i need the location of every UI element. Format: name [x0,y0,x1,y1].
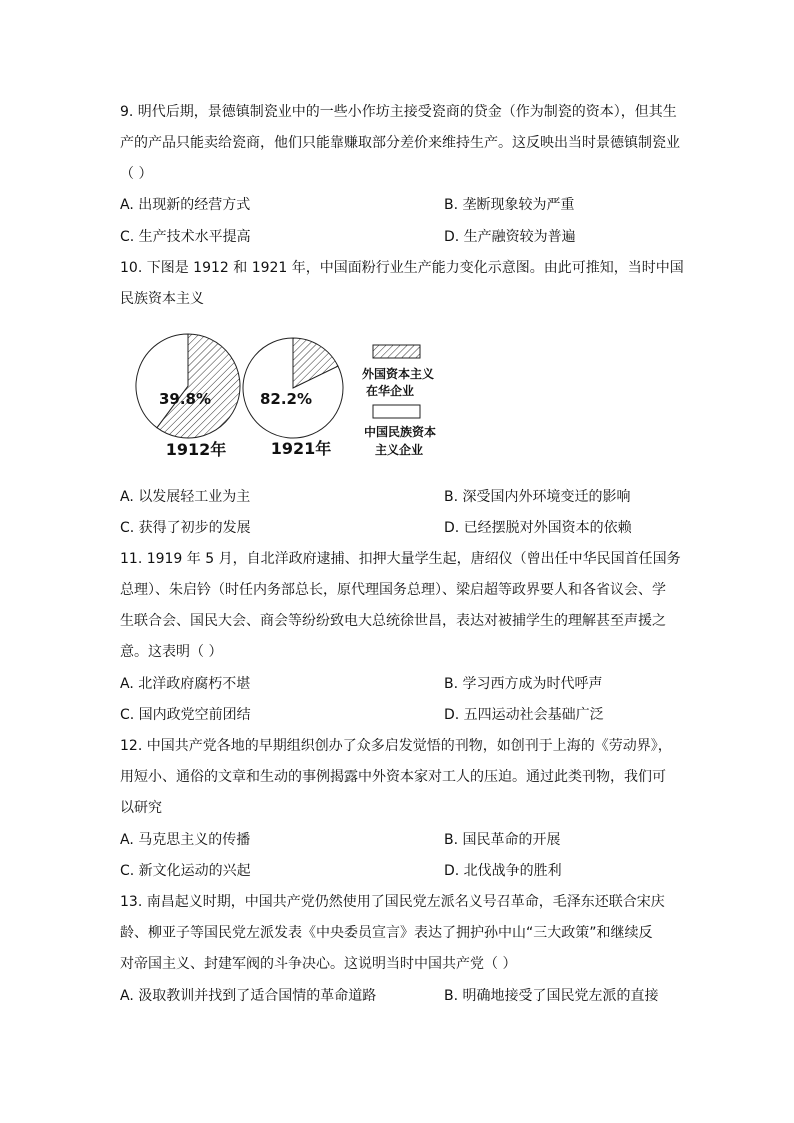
q13-stem-line-2: 龄、柳亚子等国民党左派发表《中央委员宣言》表达了拥护孙中山“三大政策”和继续反 [120,925,653,941]
pie-1912-data-label: 39.8% [158,390,212,408]
q12-option-d: D. 北伐战争的胜利 [444,863,562,879]
q12-stem-line-3: 以研究 [120,800,162,816]
q9-option-d: D. 生产融资较为普遍 [444,229,576,245]
pie-1912 [136,334,240,438]
legend-swatch-plain [373,405,420,418]
q10-option-d: D. 已经摆脱对外国资本的依赖 [444,520,632,536]
q9-stem-line-1: 9. 明代后期，景德镇制瓷业中的一些小作坊主接受瓷商的贷金（作为制瓷的资本），但其生 [120,104,677,120]
pie-1912-title: 1912年 [165,440,227,459]
q9-option-c: C. 生产技术水平提高 [120,229,251,245]
pie-1921-title: 1921年 [270,439,332,458]
q10-stem-line-2: 民族资本主义 [120,291,204,307]
q10-option-b: B. 深受国内外环境变迁的影响 [444,489,631,505]
q11-option-a: A. 北洋政府腐朽不堪 [120,676,251,692]
q10-stem-line-1: 10. 下图是 1912 和 1921 年，中国面粉行业生产能力变化示意图。由此可推知，当时中国 [120,260,684,276]
pie-chart-figure [118,330,458,466]
q10-option-c: C. 获得了初步的发展 [120,520,251,536]
q13-stem-line-3: 对帝国主义、封建军阀的斗争决心。这说明当时中国共产党（ ） [120,956,517,972]
q9-stem-line-3: （ ） [120,166,153,182]
q9-stem-line-2: 产的产品只能卖给瓷商，他们只能靠赚取部分差价来维持生产。这反映出当时景德镇制瓷业 [120,135,680,151]
legend-label-foreign-1: 外国资本主义 [361,367,435,381]
q12-stem-line-2: 用短小、通俗的文章和生动的事例揭露中外资本家对工人的压迫。通过此类刊物，我们可 [120,769,666,785]
q11-option-d: D. 五四运动社会基础广泛 [444,707,604,723]
q11-option-c: C. 国内政党空前团结 [120,707,251,723]
legend-label-national-2: 主义企业 [374,443,424,457]
q12-option-c: C. 新文化运动的兴起 [120,863,251,879]
legend-label-foreign-2: 在华企业 [365,384,415,398]
q9-option-b: B. 垄断现象较为严重 [444,197,575,213]
q13-option-b: B. 明确地接受了国民党左派的直接 [444,988,659,1004]
pie-1921 [243,338,343,438]
legend-swatch-hatched [373,345,420,358]
q11-stem-line-1: 11. 1919 年 5 月，自北洋政府逮捕、扣押大量学生起，唐绍仪（曾出任中华民国首任国务 [120,551,681,567]
q12-option-b: B. 国民革命的开展 [444,832,561,848]
pie-1921-data-label: 82.2% [259,390,313,408]
q11-stem-line-3: 生联合会、国民大会、商会等纷纷致电大总统徐世昌，表达对被捕学生的理解甚至声援之 [120,613,666,629]
q12-stem-line-1: 12. 中国共产党各地的早期组织创办了众多启发觉悟的刊物，如创刊于上海的《劳动界》， [120,738,672,754]
q10-option-a: A. 以发展轻工业为主 [120,489,251,505]
q11-option-b: B. 学习西方成为时代呼声 [444,676,603,692]
q12-option-a: A. 马克思主义的传播 [120,832,251,848]
q11-stem-line-4: 意。这表明（ ） [120,644,223,660]
q11-stem-line-2: 总理）、朱启钤（时任内务部总长，原代理国务总理）、梁启超等政界要人和各省议会、学 [120,582,666,598]
q13-stem-line-1: 13. 南昌起义时期，中国共产党仍然使用了国民党左派名义号召革命，毛泽东还联合宋庆 [120,894,665,910]
q9-option-a: A. 出现新的经营方式 [120,197,251,213]
q13-option-a: A. 汲取教训并找到了适合国情的革命道路 [120,988,377,1004]
legend-label-national-1: 中国民族资本 [363,425,437,439]
